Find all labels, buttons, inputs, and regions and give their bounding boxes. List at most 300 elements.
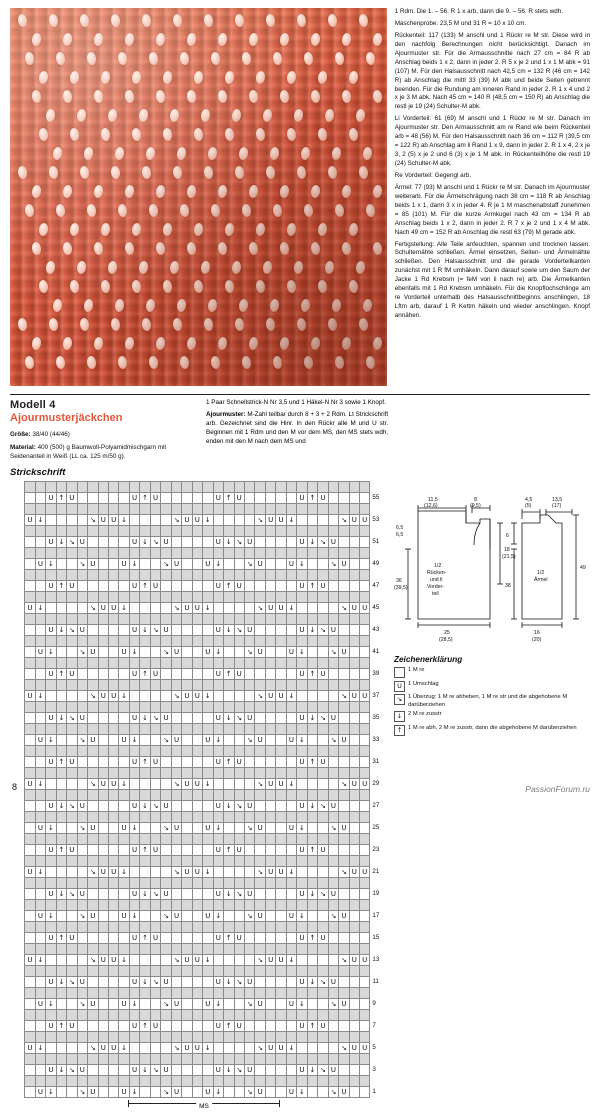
chart-cell — [224, 922, 234, 933]
chart-cell — [171, 537, 181, 548]
chart-row — [10, 603, 386, 614]
sch-right-top-w2: (5) — [525, 503, 532, 510]
spacer-column — [398, 399, 590, 461]
chart-cell — [265, 570, 275, 581]
chart-cell — [318, 658, 328, 669]
chart-cell — [67, 1043, 77, 1054]
chart-cell — [265, 922, 275, 933]
chart-cell: ↘ — [318, 977, 328, 988]
chart-cell — [161, 757, 171, 768]
chart-cell — [203, 1065, 213, 1076]
chart-cell — [67, 526, 77, 537]
chart-cell — [108, 548, 118, 559]
chart-cell — [140, 999, 150, 1010]
chart-cell: ↑ — [224, 933, 234, 944]
chart-cell — [276, 845, 286, 856]
chart-cell: ↓ — [140, 889, 150, 900]
chart-cell — [328, 482, 338, 493]
chart-cell — [192, 592, 202, 603]
chart-cell — [286, 724, 296, 735]
chart-cell — [297, 867, 307, 878]
chart-cell — [234, 614, 244, 625]
chart-row-number — [370, 636, 386, 647]
chart-cell — [297, 548, 307, 559]
chart-cell — [360, 768, 370, 779]
chart-row-number — [370, 724, 386, 735]
chart-cell — [339, 680, 349, 691]
chart-cell — [286, 801, 296, 812]
chart-cell: U — [244, 537, 254, 548]
chart-cell — [108, 1087, 118, 1098]
chart-cell — [140, 1010, 150, 1021]
chart-cell — [297, 658, 307, 669]
chart-cell — [161, 592, 171, 603]
chart-cell — [276, 724, 286, 735]
chart-cell — [88, 889, 98, 900]
chart-row-number — [10, 1043, 25, 1054]
chart-cell — [119, 977, 129, 988]
chart-cell — [339, 922, 349, 933]
chart-cell — [360, 746, 370, 757]
chart-cell — [224, 878, 234, 889]
chart-cell — [318, 944, 328, 955]
instr-para-3: Li Vorderteil: 61 (69) M anschl und 1 Rückr re M str. Danach im Ajourmuster str. Den Armausschnitt am re Rand wie beim Rückenteil arb = 48 (56) M. Für den Halsausschnitt nach 36 cm = 112 R (39,5 cm = 122 R) ab Anschlag am li Rand 1 x 9, dann in jeder 2. R 1 x 4, 2 x je 3, 2 (5) x je 2 und 6 (3) x je 1 M abk. In Rückenteilhöhe die restl 19 (24) Schulter-M abk. — [394, 115, 590, 167]
chart-cell — [140, 746, 150, 757]
chart-cell — [35, 570, 45, 581]
chart-cell — [150, 658, 160, 669]
chart-cell — [77, 548, 87, 559]
chart-cell — [35, 834, 45, 845]
chart-cell — [192, 988, 202, 999]
chart-cell — [140, 966, 150, 977]
chart-cell — [297, 834, 307, 845]
chart-cell: U — [234, 581, 244, 592]
chart-row-number: 33 — [372, 736, 380, 744]
chart-cell — [360, 1054, 370, 1065]
chart-cell — [56, 966, 66, 977]
chart-cell — [234, 856, 244, 867]
chart-cell — [265, 757, 275, 768]
chart-cell — [265, 669, 275, 680]
chart-cell: U — [328, 801, 338, 812]
chart-cell — [192, 559, 202, 570]
chart-cell — [328, 944, 338, 955]
chart-cell: ↓ — [46, 647, 56, 658]
chart-cell — [161, 1021, 171, 1032]
chart-cell — [224, 812, 234, 823]
chart-cell — [108, 559, 118, 570]
chart-cell — [224, 548, 234, 559]
chart-cell — [339, 790, 349, 801]
chart-cell — [119, 746, 129, 757]
chart-cell: U — [46, 625, 56, 636]
chart-cell — [192, 878, 202, 889]
chart-cell — [244, 702, 254, 713]
chart-cell — [349, 680, 359, 691]
chart-row-number: 35 — [372, 714, 380, 722]
chart-cell: U — [171, 647, 181, 658]
chart-cell: ↘ — [88, 603, 98, 614]
chart-cell — [276, 1021, 286, 1032]
chart-cell — [119, 933, 129, 944]
chart-cell — [98, 713, 108, 724]
chart-cell: ↓ — [224, 625, 234, 636]
chart-cell — [25, 1054, 35, 1065]
legend-text: 1 M re abh, 2 M re zusstr, dann die abgehobene M darüberziehen — [408, 724, 577, 731]
chart-row-number — [10, 1054, 25, 1065]
chart-cell: U — [318, 933, 328, 944]
chart-cell — [56, 834, 66, 845]
chart-cell — [328, 548, 338, 559]
chart-cell: U — [265, 603, 275, 614]
chart-row — [10, 944, 386, 955]
chart-cell — [297, 614, 307, 625]
chart-cell — [349, 1054, 359, 1065]
chart-cell — [297, 526, 307, 537]
chart-cell — [182, 636, 192, 647]
chart-row — [10, 757, 386, 768]
chart-cell — [265, 889, 275, 900]
chart-cell — [171, 581, 181, 592]
chart-cell: U — [213, 537, 223, 548]
chart-row — [10, 559, 386, 570]
chart-cell — [244, 922, 254, 933]
chart-cell: U — [67, 845, 77, 856]
chart-cell — [46, 1032, 56, 1043]
chart-cell — [182, 735, 192, 746]
chart-cell: U — [119, 647, 129, 658]
chart-cell — [307, 1032, 317, 1043]
chart-cell — [192, 647, 202, 658]
chart-cell — [339, 724, 349, 735]
chart-cell — [307, 768, 317, 779]
chart-cell — [192, 768, 202, 779]
chart-cell: ↓ — [297, 911, 307, 922]
chart-cell — [213, 944, 223, 955]
chart-cell — [182, 724, 192, 735]
chart-cell — [88, 801, 98, 812]
chart-cell — [286, 548, 296, 559]
chart-cell — [88, 768, 98, 779]
chart-cell — [203, 614, 213, 625]
chart-cell — [25, 911, 35, 922]
chart-cell: U — [182, 779, 192, 790]
chart-cell: U — [46, 669, 56, 680]
chart-cell — [182, 856, 192, 867]
chart-cell — [307, 658, 317, 669]
chart-cell — [328, 614, 338, 625]
chart-cell — [108, 680, 118, 691]
chart-cell — [224, 1087, 234, 1098]
chart-cell: U — [35, 911, 45, 922]
chart-cell — [234, 559, 244, 570]
chart-cell — [67, 482, 77, 493]
chart-cell — [119, 669, 129, 680]
chart-cell — [56, 922, 66, 933]
chart-cell: ↓ — [224, 889, 234, 900]
chart-cell — [234, 823, 244, 834]
chart-cell — [88, 944, 98, 955]
chart-cell — [46, 812, 56, 823]
chart-cell — [67, 988, 77, 999]
chart-cell — [129, 834, 139, 845]
chart-cell — [98, 966, 108, 977]
chart-row-number — [10, 801, 25, 812]
chart-cell — [56, 636, 66, 647]
chart-cell — [318, 1010, 328, 1021]
chart-cell — [276, 889, 286, 900]
chart-cell — [88, 900, 98, 911]
chart-cell: U — [297, 1021, 307, 1032]
chart-cell: ↓ — [129, 647, 139, 658]
legend-symbol — [394, 667, 405, 678]
chart-cell — [108, 757, 118, 768]
chart-cell: U — [297, 669, 307, 680]
chart-cell: ↘ — [161, 647, 171, 658]
chart-cell: ↑ — [224, 845, 234, 856]
chart-row-number: 27 — [372, 802, 380, 810]
chart-row — [10, 493, 386, 504]
chart-cell: ↘ — [255, 691, 265, 702]
chart-cell: U — [25, 1043, 35, 1054]
chart-cell — [140, 1054, 150, 1065]
chart-cell: ↓ — [119, 691, 129, 702]
chart-cell: U — [46, 977, 56, 988]
chart-cell — [35, 801, 45, 812]
chart-cell — [255, 713, 265, 724]
chart-cell — [192, 614, 202, 625]
chart-cell — [213, 779, 223, 790]
chart-cell — [276, 977, 286, 988]
chart-cell — [161, 988, 171, 999]
chart-cell — [161, 1054, 171, 1065]
chart-cell — [244, 988, 254, 999]
chart-cell: ↑ — [224, 757, 234, 768]
chart-cell — [328, 834, 338, 845]
chart-cell — [286, 570, 296, 581]
chart-cell — [213, 988, 223, 999]
chart-cell — [203, 537, 213, 548]
chart-cell — [171, 636, 181, 647]
chart-row-number: 7 — [372, 1022, 376, 1030]
chart-cell — [349, 647, 359, 658]
chart-cell — [171, 1076, 181, 1087]
chart-row — [10, 735, 386, 746]
chart-cell — [276, 625, 286, 636]
chart-cell: U — [98, 515, 108, 526]
chart-cell — [150, 999, 160, 1010]
chart-cell — [203, 801, 213, 812]
chart-cell — [318, 702, 328, 713]
chart-cell: U — [192, 955, 202, 966]
size-value: 38/40 (44/46) — [32, 431, 70, 438]
chart-cell — [129, 1032, 139, 1043]
chart-cell — [182, 933, 192, 944]
chart-cell — [140, 955, 150, 966]
chart-cell: U — [349, 1043, 359, 1054]
chart-cell: U — [349, 515, 359, 526]
chart-cell — [182, 625, 192, 636]
chart-cell: ↓ — [56, 625, 66, 636]
chart-cell: U — [182, 867, 192, 878]
chart-cell — [77, 702, 87, 713]
chart-cell — [98, 922, 108, 933]
chart-cell — [360, 625, 370, 636]
chart-cell — [297, 680, 307, 691]
chart-cell — [35, 537, 45, 548]
chart-cell — [77, 878, 87, 889]
chart-cell — [140, 482, 150, 493]
chart-cell — [265, 1010, 275, 1021]
chart-row-number — [370, 790, 386, 801]
chart-cell — [171, 845, 181, 856]
chart-cell — [286, 988, 296, 999]
chart-cell: U — [150, 933, 160, 944]
chart-cell — [88, 636, 98, 647]
chart-cell — [25, 768, 35, 779]
chart-cell — [297, 515, 307, 526]
chart-cell: ↘ — [328, 1087, 338, 1098]
chart-cell — [297, 1054, 307, 1065]
chart-cell — [234, 1032, 244, 1043]
chart-cell — [244, 779, 254, 790]
chart-cell — [161, 856, 171, 867]
chart-cell — [276, 801, 286, 812]
chart-cell — [328, 933, 338, 944]
chart-cell — [234, 1054, 244, 1065]
chart-cell — [98, 1021, 108, 1032]
chart-cell — [297, 570, 307, 581]
chart-cell: ↘ — [67, 1065, 77, 1076]
chart-cell — [203, 977, 213, 988]
chart-cell — [276, 757, 286, 768]
chart-cell — [35, 933, 45, 944]
chart-row — [10, 966, 386, 977]
chart-cell: ↘ — [318, 537, 328, 548]
chart-cell: ↓ — [203, 691, 213, 702]
chart-cell: U — [77, 625, 87, 636]
chart-cell — [88, 724, 98, 735]
chart-cell — [265, 581, 275, 592]
instructions-column-right — [395, 8, 590, 388]
chart-cell — [286, 1076, 296, 1087]
chart-cell — [119, 713, 129, 724]
chart-cell — [286, 526, 296, 537]
chart-cell — [182, 823, 192, 834]
chart-cell: U — [88, 647, 98, 658]
chart-cell: ↘ — [244, 735, 254, 746]
chart-cell — [297, 603, 307, 614]
chart-cell — [286, 592, 296, 603]
sch-left-ah1: 18 — [504, 547, 510, 554]
chart-cell — [349, 713, 359, 724]
chart-cell — [234, 691, 244, 702]
chart-cell — [265, 1087, 275, 1098]
chart-cell — [265, 812, 275, 823]
chart-cell — [349, 636, 359, 647]
chart-cell — [119, 878, 129, 889]
chart-cell — [265, 1065, 275, 1076]
chart-cell: U — [171, 1087, 181, 1098]
chart-cell: U — [108, 779, 118, 790]
chart-row-number: 55 — [372, 494, 380, 502]
chart-row — [10, 900, 386, 911]
chart-row-number — [370, 548, 386, 559]
chart-cell — [307, 746, 317, 757]
chart-cell: ↘ — [161, 1087, 171, 1098]
chart-cell — [360, 845, 370, 856]
chart-cell — [35, 790, 45, 801]
chart-cell — [150, 1043, 160, 1054]
chart-cell — [77, 966, 87, 977]
chart-cell — [255, 757, 265, 768]
chart-row-number — [10, 955, 25, 966]
chart-cell — [25, 922, 35, 933]
chart-cell — [192, 911, 202, 922]
chart-cell: ↘ — [77, 559, 87, 570]
chart-cell — [360, 592, 370, 603]
chart-cell — [307, 878, 317, 889]
sch-right-cuff2: (20) — [532, 637, 542, 644]
chart-row-number — [370, 570, 386, 581]
chart-cell: U — [129, 845, 139, 856]
chart-cell — [88, 757, 98, 768]
chart-cell — [276, 559, 286, 570]
chart-cell — [255, 581, 265, 592]
chart-cell — [77, 482, 87, 493]
chart-cell — [98, 614, 108, 625]
chart-cell — [307, 900, 317, 911]
chart-cell — [234, 1087, 244, 1098]
chart-cell — [108, 966, 118, 977]
chart-cell: ↘ — [67, 977, 77, 988]
chart-cell — [35, 614, 45, 625]
chart-cell: U — [339, 1087, 349, 1098]
chart-cell — [171, 900, 181, 911]
chart-cell — [140, 614, 150, 625]
chart-cell — [297, 768, 307, 779]
chart-cell: U — [297, 581, 307, 592]
chart-cell: U — [297, 801, 307, 812]
chart-cell — [98, 625, 108, 636]
chart-cell — [77, 856, 87, 867]
chart-cell — [46, 603, 56, 614]
chart-cell: ↑ — [307, 933, 317, 944]
chart-cell — [129, 603, 139, 614]
chart-cell — [171, 757, 181, 768]
chart-cell — [129, 680, 139, 691]
chart-cell: ↓ — [224, 977, 234, 988]
chart-cell: ↓ — [213, 559, 223, 570]
chart-cell: ↑ — [307, 669, 317, 680]
chart-cell — [255, 944, 265, 955]
chart-cell: U — [213, 845, 223, 856]
chart-cell: U — [360, 1043, 370, 1054]
chart-cell — [88, 878, 98, 889]
chart-cell — [25, 702, 35, 713]
chart-cell — [140, 1076, 150, 1087]
chart-cell — [56, 1010, 66, 1021]
chart-cell — [349, 1065, 359, 1076]
chart-cell — [244, 867, 254, 878]
chart-cell — [35, 900, 45, 911]
chart-cell — [67, 570, 77, 581]
chart-cell — [213, 1043, 223, 1054]
chart-cell — [318, 570, 328, 581]
chart-cell: U — [46, 1065, 56, 1076]
chart-cell — [119, 1054, 129, 1065]
chart-cell — [244, 856, 254, 867]
